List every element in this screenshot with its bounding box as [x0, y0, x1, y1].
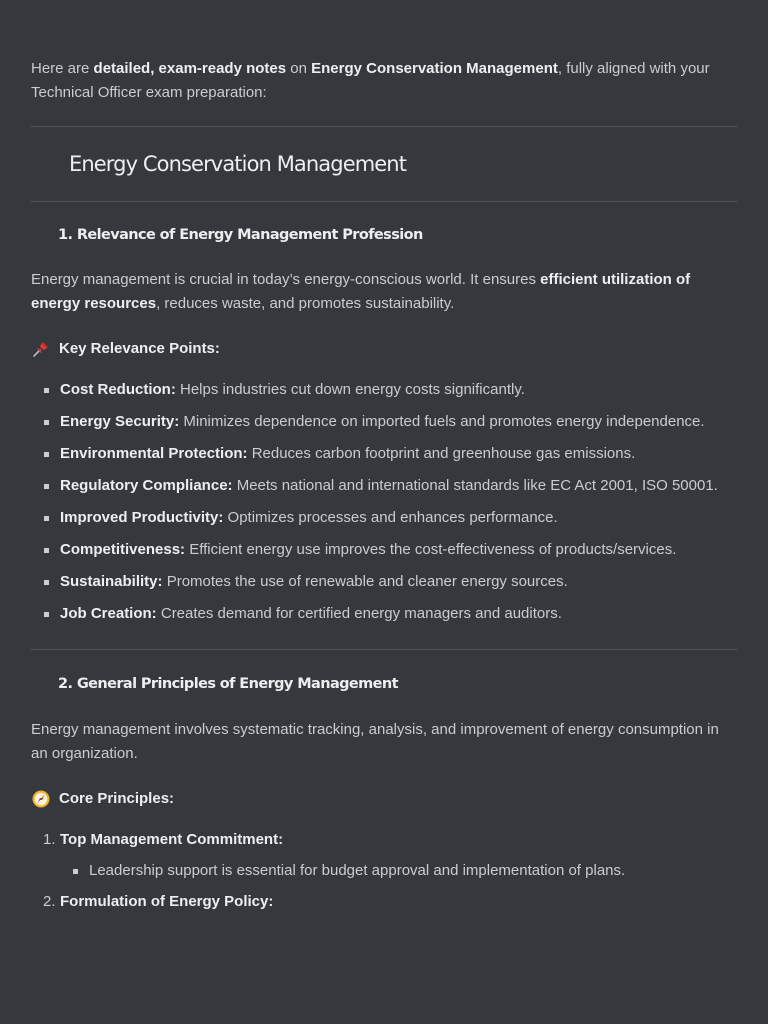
list-item-desc: Helps industries cut down energy costs significantly. — [175, 381, 525, 398]
principle-item — [43, 892, 737, 912]
subheading-label: Core Principles: — [59, 790, 175, 807]
list-item-desc: Promotes the use of renewable and cleaner energy sources. — [162, 573, 568, 590]
compass-icon — [31, 789, 51, 809]
principle-title: Top Management Commitment: — [60, 831, 284, 848]
list-item-desc: Optimizes processes and enhances performance. — [223, 509, 558, 526]
relevance-list — [31, 380, 737, 624]
intro-bold: detailed, exam-ready notes — [93, 60, 287, 77]
paragraph-bold: efficient utilization of energy resources — [31, 271, 691, 312]
list-item — [60, 604, 737, 624]
pushpin-icon — [31, 339, 51, 359]
intro-bold: Energy Conservation Management — [311, 60, 558, 77]
list-item — [60, 476, 737, 496]
intro-text: on — [286, 60, 312, 77]
list-item — [60, 380, 737, 400]
section-principles — [31, 674, 737, 912]
intro-paragraph — [31, 57, 737, 105]
list-number: 1. — [43, 831, 56, 848]
section-paragraph — [31, 268, 737, 316]
principle-sublist — [60, 861, 737, 881]
paragraph-text: , reduces waste, and promotes sustainability. — [156, 295, 455, 312]
list-item-term: Environmental Protection: — [60, 445, 248, 462]
list-item-desc: Minimizes dependence on imported fuels and promotes energy independence. — [179, 413, 705, 430]
section-paragraph: Energy management involves systematic tracking, analysis, and improvement of energy consumption in an organization. — [31, 721, 719, 762]
section-heading: 2. General Principles of Energy Management — [58, 676, 398, 692]
list-item-term: Energy Security: — [60, 413, 180, 430]
divider — [31, 649, 737, 650]
list-item-desc: Reduces carbon footprint and greenhouse gas emissions. — [247, 445, 636, 462]
page-title: Energy Conservation Management — [69, 152, 407, 176]
principles-list — [31, 830, 737, 912]
principle-title: Formulation of Energy Policy: — [60, 893, 274, 910]
intro-text: Here are — [31, 60, 94, 77]
section-relevance — [31, 225, 737, 649]
list-number: 2. — [43, 893, 56, 910]
intro-text: , fully aligned with your Technical Officer exam preparation: — [31, 60, 710, 101]
list-item — [60, 412, 737, 432]
list-item — [60, 444, 737, 464]
divider — [31, 201, 737, 202]
list-item-desc: Meets national and international standards like EC Act 2001, ISO 50001. — [232, 477, 718, 494]
list-item-desc: Efficient energy use improves the cost-effectiveness of products/services. — [185, 541, 677, 558]
list-item-term: Cost Reduction: — [60, 381, 176, 398]
list-item-desc: Creates demand for certified energy managers and auditors. — [156, 605, 562, 622]
list-item-term: Sustainability: — [60, 573, 163, 590]
list-item-term: Improved Productivity: — [60, 509, 224, 526]
principle-item — [43, 830, 737, 881]
list-item — [60, 508, 737, 528]
subheading-label: Key Relevance Points: — [59, 340, 220, 357]
list-item-term: Competitiveness: — [60, 541, 186, 558]
list-item — [60, 540, 737, 560]
subheading — [31, 789, 737, 809]
paragraph-text: Energy management is crucial in today’s energy-conscious world. It ensures — [31, 271, 541, 288]
section-heading: 1. Relevance of Energy Management Profession — [58, 227, 423, 243]
list-item-term: Regulatory Compliance: — [60, 477, 233, 494]
list-item-term: Job Creation: — [60, 605, 157, 622]
subheading — [31, 339, 737, 359]
list-item — [60, 572, 737, 592]
list-item: Leadership support is essential for budget approval and implementation of plans. — [89, 861, 737, 881]
